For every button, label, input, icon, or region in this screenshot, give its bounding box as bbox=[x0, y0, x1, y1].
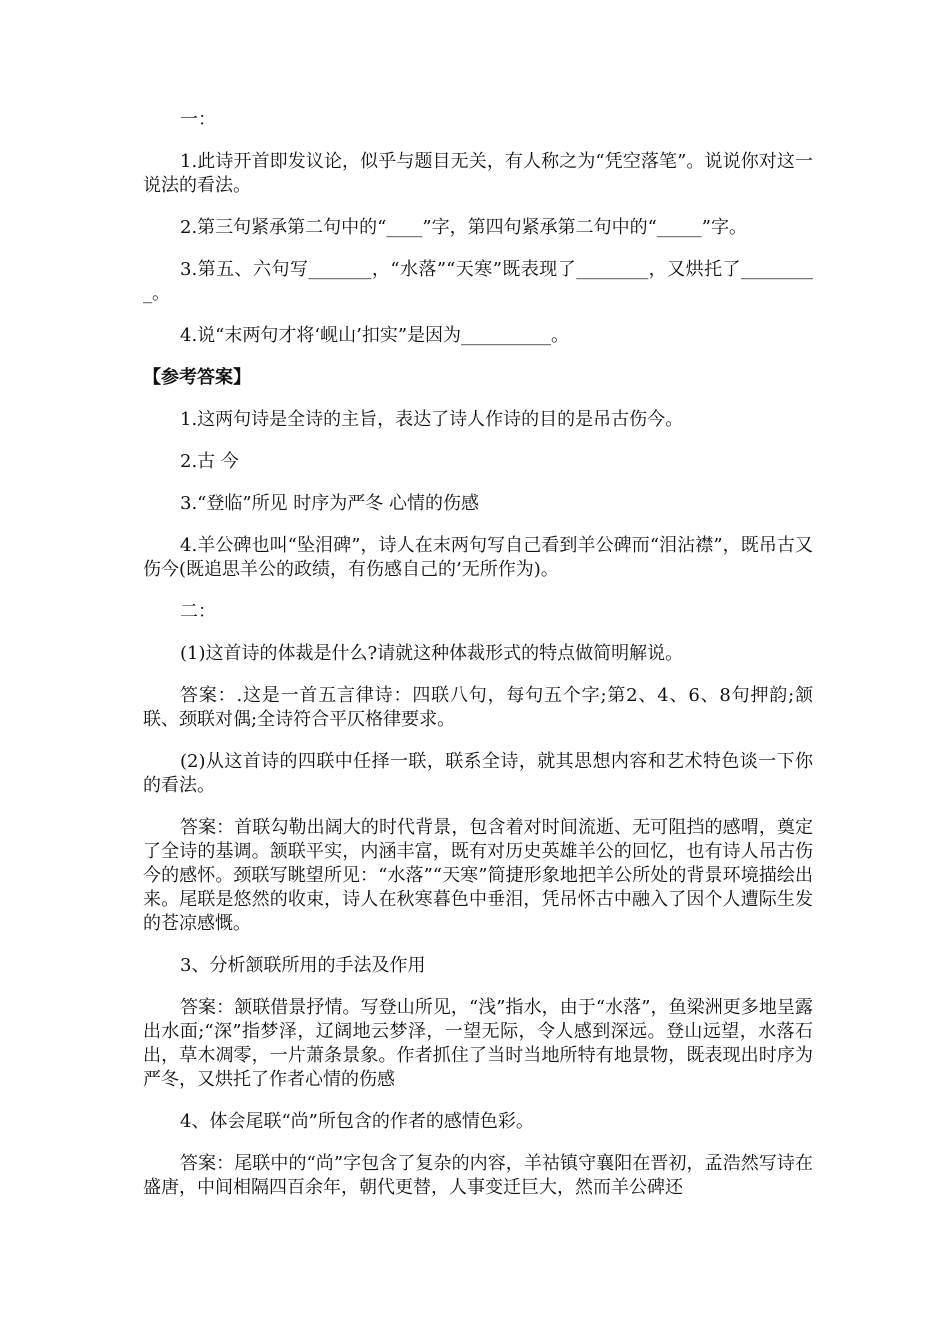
document-page bbox=[143, 108, 813, 1218]
answer-1: 1.这两句诗是全诗的主旨，表达了诗人作诗的目的是吊古伤今。 bbox=[180, 409, 684, 430]
section-2-answer-4: 答案：尾联中的“尚”字包含了复杂的内容，羊祜镇守襄阳在晋初，孟浩然写诗在盛唐，中间相隔四百余年，朝代更替，人事变迁巨大，然而羊公碑还 bbox=[143, 1153, 813, 1198]
section-2-title: 二： bbox=[180, 601, 216, 622]
section-2-answer-1: 答案：.这是一首五言律诗：四联八句，每句五个字;第2、4、6、8句押韵;颔联、颈联对偶;全诗符合平仄格律要求。 bbox=[143, 685, 813, 730]
question-2: 2.第三句紧承第二句中的“____”字，第四句紧承第二句中的“_____”字。 bbox=[180, 217, 747, 238]
section-2-question-3: 3、分析颔联所用的手法及作用 bbox=[180, 955, 426, 976]
section-1-title: 一： bbox=[180, 109, 216, 130]
answer-4: 4.羊公碑也叫“坠泪碑”，诗人在末两句写自己看到羊公碑而“泪沾襟”，既吊古又伤今(既追思羊公的政绩，有伤感自己的’无所作为)。 bbox=[143, 535, 813, 580]
section-2-answer-3: 答案：颔联借景抒情。写登山所见，“浅”指水，由于“水落”，鱼梁洲更多地呈露出水面;“深”指梦泽，辽阔地云梦泽，一望无际，令人感到深远。登山远望，水落石出，草木凋零，一片萧条景象。作者抓住了当时当地所特有地景物，既表现出时序为严冬，又烘托了作者心情的伤感 bbox=[143, 997, 813, 1090]
question-4: 4.说“末两句才将‘岘山’扣实”是因为__________。 bbox=[180, 325, 570, 346]
answer-heading: 【参考答案】 bbox=[143, 367, 251, 388]
question-1: 1.此诗开首即发议论，似乎与题目无关，有人称之为“凭空落笔”。说说你对这一说法的看法。 bbox=[143, 151, 813, 196]
answer-2: 2.古 今 bbox=[180, 451, 239, 472]
answer-3: 3.“登临”所见 时序为严冬 心情的伤感 bbox=[180, 493, 480, 514]
question-3: 3.第五、六句写_______，“水落”“天寒”既表现了________，又烘托了_________。 bbox=[143, 259, 813, 304]
section-2-question-2: (2)从这首诗的四联中任择一联，联系全诗，就其思想内容和艺术特色谈一下你的看法。 bbox=[143, 751, 813, 796]
section-2-question-1: (1)这首诗的体裁是什么?请就这种体裁形式的特点做简明解说。 bbox=[180, 643, 684, 664]
section-2-answer-2: 答案：首联勾勒出阔大的时代背景，包含着对时间流逝、无可阻挡的感喟，奠定了全诗的基调。颔联平实，内涵丰富，既有对历史英雄羊公的回忆，也有诗人吊古伤今的感怀。颈联写眺望所见：“水落”“天寒”简捷形象地把羊公所处的背景环境描绘出来。尾联是悠然的收束，诗人在秋寒暮色中垂泪，凭吊怀古中融入了因个人遭际生发的苍凉感慨。 bbox=[143, 817, 813, 934]
section-2-question-4: 4、体会尾联“尚”所包含的作者的感情色彩。 bbox=[180, 1111, 534, 1132]
